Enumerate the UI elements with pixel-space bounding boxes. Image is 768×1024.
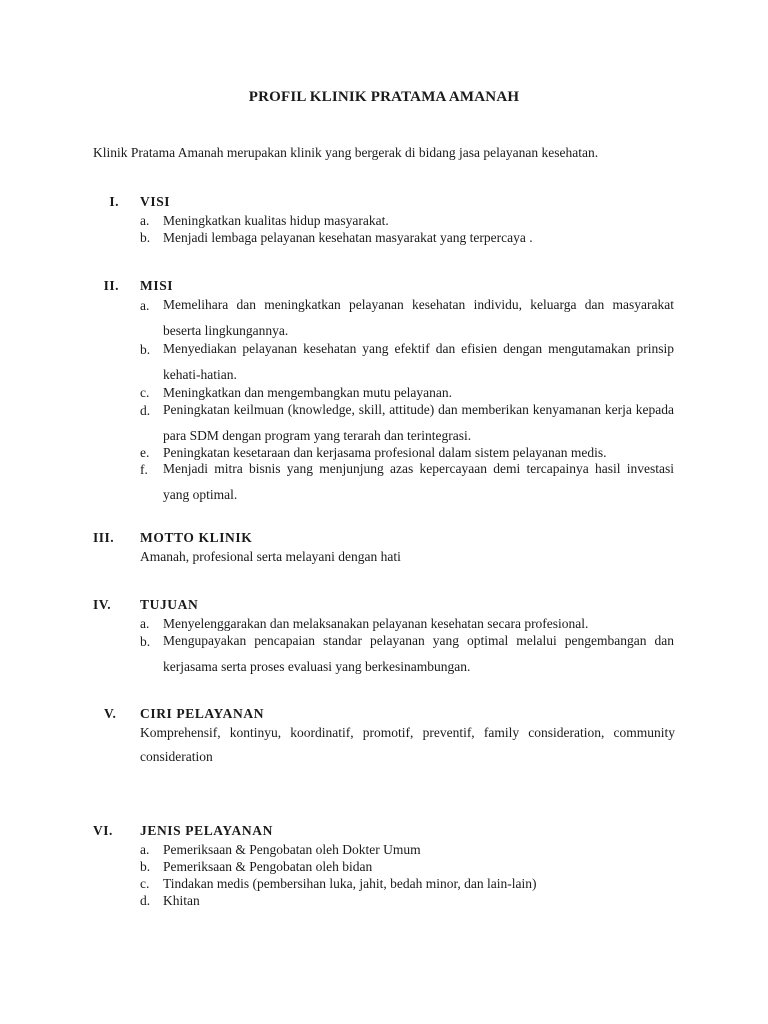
section-visi bbox=[93, 194, 683, 246]
section-jenis bbox=[93, 823, 683, 909]
list-item bbox=[93, 875, 683, 892]
list-marker: b. bbox=[140, 342, 151, 357]
motto-text: Amanah, profesional serta melayani dengan hati bbox=[140, 549, 401, 564]
section-title: TUJUAN bbox=[140, 597, 199, 612]
list-marker: b. bbox=[140, 230, 151, 245]
section-number: I. bbox=[109, 194, 119, 209]
list-marker: d. bbox=[140, 893, 151, 908]
list-item bbox=[93, 212, 683, 229]
list-item-text: Peningkatan keilmuan (knowledge, skill, attitude) dan memberikan kenyamanan kerja kepada para SDM dengan program yang terarah dan terintegrasi. bbox=[163, 402, 674, 443]
section-number: VI. bbox=[93, 823, 113, 838]
section-tujuan bbox=[93, 597, 683, 680]
list-marker: d. bbox=[140, 403, 151, 418]
list-marker: c. bbox=[140, 876, 150, 891]
list-marker: c. bbox=[140, 385, 150, 400]
list-item bbox=[93, 628, 683, 680]
section-title: MOTTO KLINIK bbox=[140, 530, 253, 545]
list-marker: f. bbox=[140, 462, 148, 477]
list-marker: a. bbox=[140, 298, 150, 313]
list-item-text: Menjadi lembaga pelayanan kesehatan masyarakat yang terpercaya . bbox=[163, 230, 533, 245]
section-motto bbox=[93, 530, 683, 565]
section-number: II. bbox=[103, 278, 119, 293]
list-item-text: Memelihara dan meningkatkan pelayanan kesehatan individu, keluarga dan masyarakat beserta lingkungannya. bbox=[163, 297, 674, 338]
ciri-text: Komprehensif, kontinyu, koordinatif, promotif, preventif, family consideration, community consideration bbox=[140, 725, 675, 764]
list-item-text: Meningkatkan kualitas hidup masyarakat. bbox=[163, 213, 389, 228]
list-marker: a. bbox=[140, 842, 150, 857]
list-marker: a. bbox=[140, 213, 150, 228]
list-marker: b. bbox=[140, 859, 151, 874]
list-item-text: Khitan bbox=[163, 893, 200, 908]
list-item-text: Peningkatan kesetaraan dan kerjasama profesional dalam sistem pelayanan medis. bbox=[163, 445, 607, 460]
list-item-text: Pemeriksaan & Pengobatan oleh Dokter Umum bbox=[163, 842, 421, 857]
section-title: JENIS PELAYANAN bbox=[140, 823, 273, 838]
list-item-text: Meningkatkan dan mengembangkan mutu pelayanan. bbox=[163, 385, 453, 400]
section-misi bbox=[93, 278, 683, 508]
section-number: III. bbox=[93, 530, 115, 545]
list-marker: a. bbox=[140, 616, 150, 631]
list-item-text: Tindakan medis (pembersihan luka, jahit, bedah minor, dan lain-lain) bbox=[163, 876, 537, 891]
list-item bbox=[93, 456, 683, 508]
list-item-text: Menjadi mitra bisnis yang menjunjung azas kepercayaan demi tercapainya hasil investasi yang optimal. bbox=[163, 461, 674, 502]
list-item bbox=[93, 397, 683, 449]
list-item bbox=[93, 229, 683, 246]
intro-paragraph: Klinik Pratama Amanah merupakan klinik yang bergerak di bidang jasa pelayanan kesehatan. bbox=[93, 145, 599, 160]
list-item-text: Mengupayakan pencapaian standar pelayanan yang optimal melalui pengembangan dan kerjasama serta proses evaluasi yang berkesinambungan. bbox=[163, 633, 674, 674]
section-number: IV. bbox=[93, 597, 112, 612]
list-item bbox=[93, 336, 683, 388]
section-number: V. bbox=[104, 706, 117, 721]
list-marker: b. bbox=[140, 634, 151, 649]
list-item bbox=[93, 841, 683, 858]
list-marker: e. bbox=[140, 445, 150, 460]
section-title: CIRI PELAYANAN bbox=[140, 706, 265, 721]
list-item bbox=[93, 892, 683, 909]
list-item bbox=[93, 858, 683, 875]
section-title: MISI bbox=[140, 278, 174, 293]
document-title: PROFIL KLINIK PRATAMA AMANAH bbox=[248, 89, 520, 105]
list-item-text: Menyediakan pelayanan kesehatan yang efektif dan efisien dengan mengutamakan prinsip kehati-hatian. bbox=[163, 341, 674, 382]
section-title: VISI bbox=[140, 194, 171, 209]
list-item-text: Menyelenggarakan dan melaksanakan pelayanan kesehatan secara profesional. bbox=[163, 616, 589, 631]
list-item-text: Pemeriksaan & Pengobatan oleh bidan bbox=[163, 859, 373, 874]
section-ciri bbox=[93, 706, 683, 769]
